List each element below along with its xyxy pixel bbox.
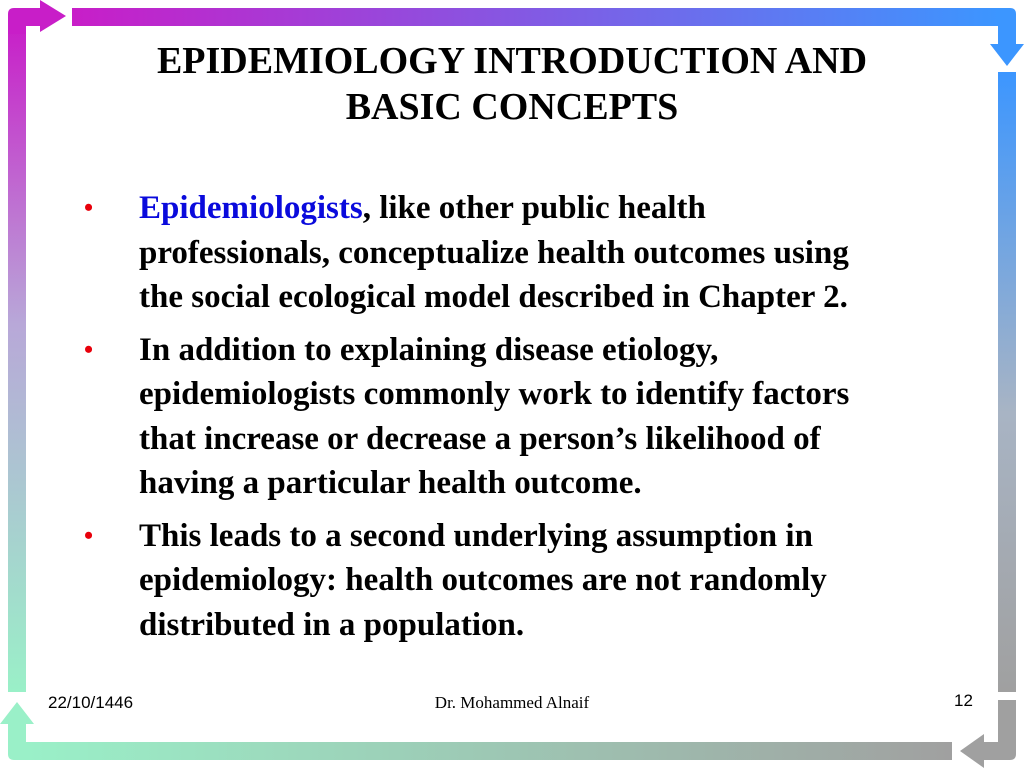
frame-bottom-bar <box>26 742 952 760</box>
bullet-line: epidemiologists commonly work to identify factors <box>139 376 850 412</box>
bullet-line: that increase or decrease a person’s likelihood of <box>139 420 821 457</box>
bullet-line: professionals, conceptualize health outcomes using <box>139 234 849 271</box>
bullet-list <box>84 186 954 655</box>
frame-left-bar <box>8 24 26 692</box>
bullet-line: having a particular health outcome. <box>139 465 642 501</box>
bullet-item <box>84 186 954 320</box>
title-line: BASIC CONCEPTS <box>345 86 679 128</box>
highlighted-term: Epidemiologists <box>139 190 363 226</box>
bullet-line: the social ecological model described in Chapter 2. <box>139 279 848 315</box>
bullet-item <box>84 514 954 648</box>
frame-top-bar <box>72 8 1000 26</box>
frame-arrow-top-left-icon <box>8 0 66 34</box>
page-number: 12 <box>954 691 973 710</box>
footer-date: 22/10/1446 <box>48 693 134 712</box>
bullet-icon: • <box>84 193 94 222</box>
slide-title <box>60 38 964 130</box>
frame-right-bar <box>998 72 1016 692</box>
footer-author: Dr. Mohammed Alnaif <box>434 693 590 712</box>
bullet-line <box>139 186 954 231</box>
bullet-line: distributed in a population. <box>139 606 525 643</box>
title-line: EPIDEMIOLOGY INTRODUCTION AND <box>156 40 868 82</box>
bullet-icon: • <box>84 520 94 550</box>
bullet-text: , like other public health <box>362 190 706 226</box>
bullet-line: epidemiology: health outcomes are not randomly <box>139 562 827 598</box>
bullet-line: This leads to a second underlying assumption in <box>139 517 813 554</box>
bullet-item <box>84 328 954 506</box>
bullet-icon: • <box>84 334 94 364</box>
bullet-line: In addition to explaining disease etiology, <box>139 331 719 368</box>
